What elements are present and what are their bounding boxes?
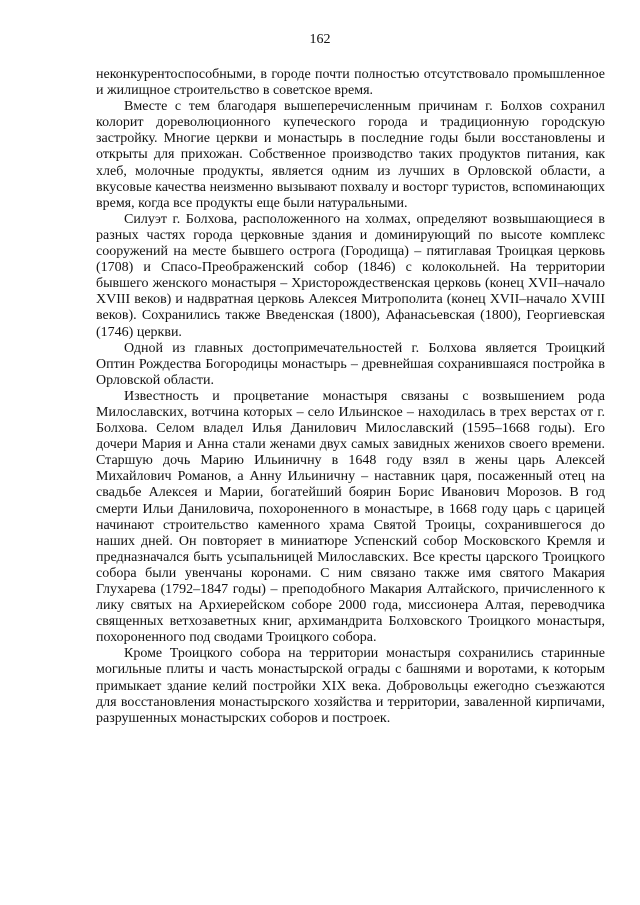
paragraph-miloslavsky-history: Известность и процветание монастыря связаны с возвышением рода Милославских, вотчина которых – село Ильинское – находилась в трех верстах от г. Болхова. Селом владел Илья Данилович Милославский (1595–1668 годы). Его дочери Мария и Анна стали женами двух самых завидных женихов своего времени. Старшую дочь Марию Ильиничну в 1648 году взял в жены царь Алексей Михайлович Романов, а Анну Ильиничну – наставник царя, посаженный отец на свадьбе Алексея и Марии, богатейший боярин Борис Иванович Морозов. В год смерти Ильи Даниловича, похороненного в монастыре, в 1668 году царь с царицей начинают строительство каменного храма Святой Троицы, сохранившегося до наших дней. Он повторяет в миниатюре Успенский собор Московского Кремля и предназначался быть усыпальницей Милославских. Все кресты царского Троицкого собора были увенчаны коронами. С ним связано также имя святого Макария Глухарева (1792–1847 годы) – преподобного Макария Алтайского, причисленного к лику святых на Архиерейском соборе 2000 года, миссионера Алтая, переводчика священных ветхозаветных книг, архимандрита Болховского Троицкого монастыря, похороненного под сводами Троицкого собора. (96, 388, 605, 646)
paragraph-monastery-remains: Кроме Троицкого собора на территории монастыря сохранились старинные могильные плиты и часть монастырской ограды с башнями и воротами, к которым примыкает здание келий постройки XIX века. Добровольцы ежегодно съезжаются для восстановления монастырского хозяйства и территории, заваленной кирпичами, разрушенных монастырских соборов и построек. (96, 646, 605, 726)
paragraph-bolkhov-preservation: Вместе с тем благодаря вышеперечисленным причинам г. Болхов сохранил колорит дореволюционного купеческого города и традиционную городскую застройку. Многие церкви и монастырь в последние годы были восстановлены и открыты для прихожан. Собственное производство таких продуктов питания, как хлеб, молочные продукты, является одним из лучших в Орловской области, а вкусовые качества неизменно вызывают похвалу и восторг туристов, вспоминающих время, когда все продукты еще были натуральными. (96, 99, 605, 211)
body-text (96, 67, 605, 727)
page-number: 162 (309, 32, 331, 47)
paragraph-city-silhouette: Силуэт г. Болхова, расположенного на холмах, определяют возвышающиеся в разных частях города церковные здания и доминирующий по высоте комплекс сооружений на месте бывшего острога (Городища) – пятиглавая Троицкая церковь (1708) и Спасо-Преображенский собор (1846) с колокольней. На территории бывшего женского монастыря – Христорождественская церковь (конец XVII–начало XVIII веков) и надвратная церковь Алексея Митрополита (конец XVII–начало XVIII веков). Сохранились также Введенская (1800), Афанасьевская (1800), Георгиевская (1746) церкви. (96, 211, 605, 340)
paragraph-continuation: неконкурентоспособными, в городе почти полностью отсутствовало промышленное и жилищное строительство в советское время. (96, 67, 605, 99)
paragraph-trinity-monastery: Одной из главных достопримечательностей г. Болхова является Троицкий Оптин Рождества Богородицы монастырь – древнейшая сохранившаяся постройка в Орловской области. (96, 340, 605, 388)
